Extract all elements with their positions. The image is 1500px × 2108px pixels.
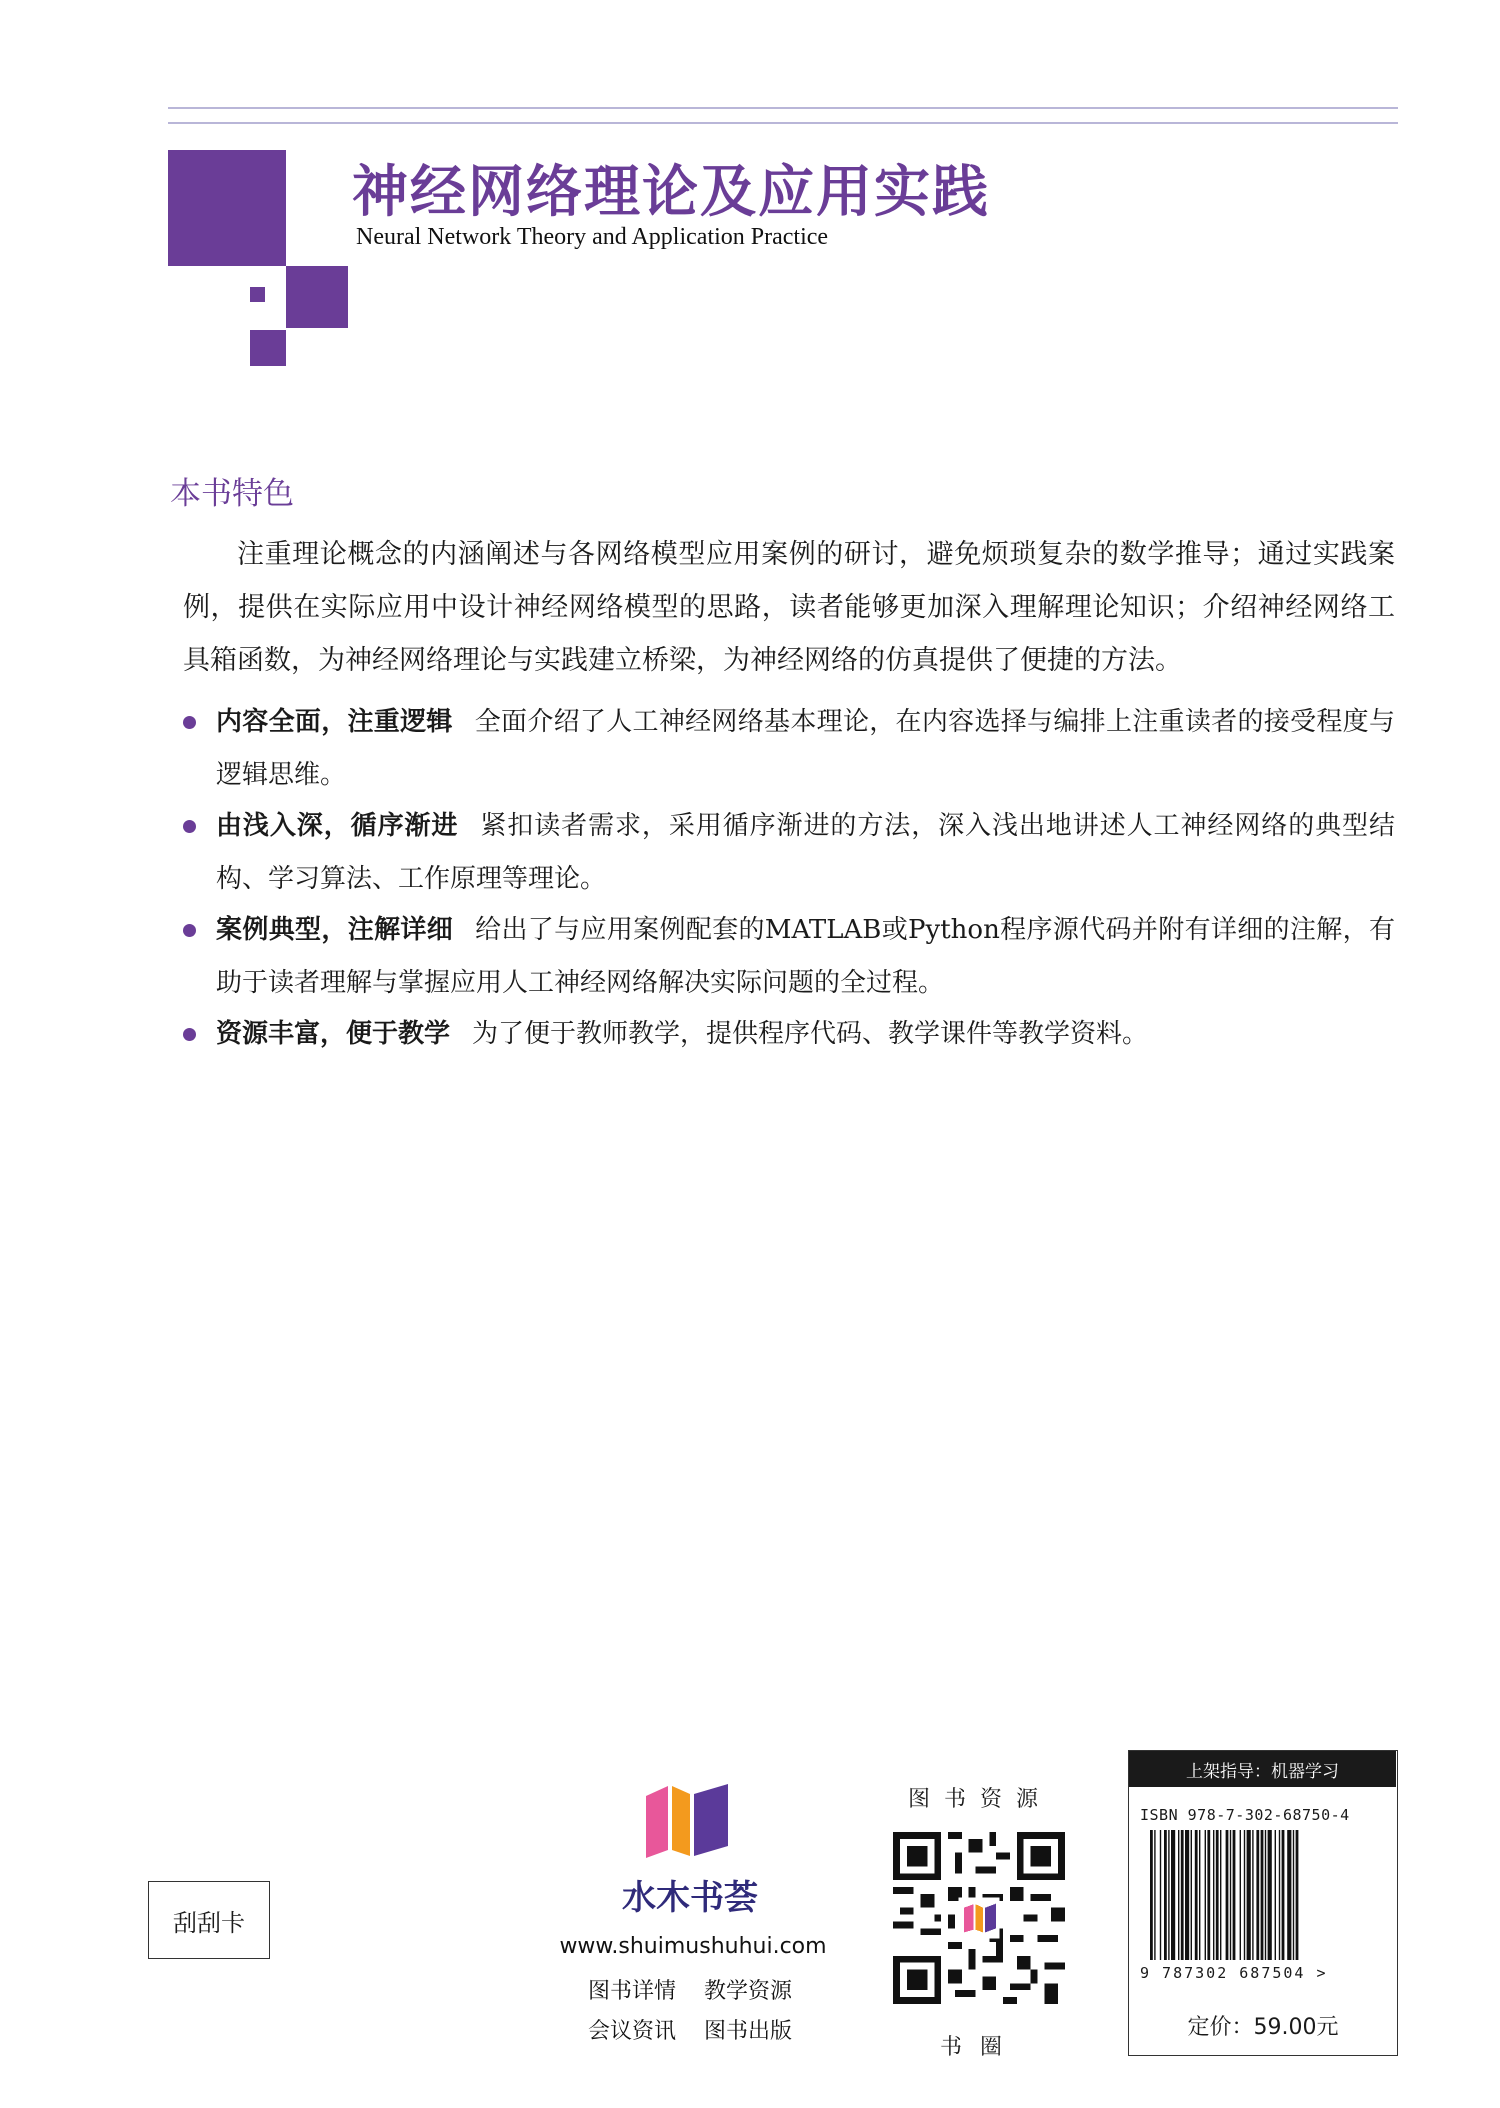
book-title: 神经网络理论及应用实践 — [352, 159, 990, 225]
deco-square-medium — [286, 266, 348, 328]
feature-bullet — [183, 800, 1395, 906]
feature-text: 给出了与应用案例配套的MATLAB或Python程序源代码并附有详细的注解，有助于读者理解与掌握应用人工神经网络解决实际问题的全过程。 — [216, 915, 1395, 998]
feature-title: 资源丰富，便于教学 — [216, 1019, 451, 1049]
shelf-guide: 上架指导：机器学习 — [1129, 1751, 1396, 1787]
publisher-link: 会议资讯 — [588, 2019, 677, 2044]
bullet-dot-icon — [183, 1028, 196, 1041]
features-intro: 注重理论概念的内涵阐述与各网络模型应用案例的研讨，避免烦琐复杂的数学推导；通过实践案例，提供在实际应用中设计神经网络模型的思路，读者能够更加深入理解理论知识；介绍神经网络工具箱函数，为神经网络理论与实践建立桥梁，为神经网络的仿真提供了便捷的方法。 — [183, 539, 1395, 676]
deco-square-bottom — [250, 330, 286, 366]
barcode-digits: 9 787302 687504 > — [1140, 1964, 1328, 1982]
feature-title: 内容全面，注重逻辑 — [216, 707, 453, 737]
publisher-name: 水木书荟 — [622, 1878, 758, 1918]
feature-bullet — [183, 1008, 1395, 1061]
publisher-link: 图书出版 — [704, 2019, 793, 2044]
publisher-logo-icon — [640, 1780, 734, 1860]
isbn-text: ISBN 978-7-302-68750-4 — [1140, 1806, 1350, 1824]
qr-bottom-label: 书圈 — [939, 2035, 1020, 2060]
top-rule — [168, 107, 1398, 109]
publisher-link: 图书详情 — [588, 1979, 677, 2004]
barcode-icon — [1148, 1830, 1380, 1960]
qr-code-icon — [893, 1832, 1065, 2004]
price: 定价：59.00元 — [1187, 2015, 1339, 2040]
feature-bullet — [183, 696, 1395, 802]
scratch-card: 刮刮卡 — [148, 1881, 270, 1959]
feature-text: 紧扣读者需求，采用循序渐进的方法，深入浅出地讲述人工神经网络的典型结构、学习算法、工作原理等理论。 — [216, 811, 1395, 894]
publisher-website: www.shuimushuhui.com — [559, 1934, 827, 1959]
feature-bullet — [183, 904, 1395, 1010]
deco-square-large — [168, 150, 286, 266]
publisher-link: 教学资源 — [704, 1979, 793, 2004]
deco-square-small — [250, 287, 265, 302]
qr-top-label: 图书资源 — [907, 1787, 1052, 1812]
feature-title: 案例典型，注解详细 — [216, 915, 454, 945]
book-subtitle: Neural Network Theory and Application Practice — [356, 224, 829, 250]
top-rule-2 — [168, 122, 1398, 124]
feature-text: 全面介绍了人工神经网络基本理论，在内容选择与编排上注重读者的接受程度与逻辑思维。 — [216, 707, 1395, 790]
features-heading: 本书特色 — [170, 476, 294, 512]
bullet-dot-icon — [183, 716, 196, 729]
bullet-dot-icon — [183, 924, 196, 937]
bullet-dot-icon — [183, 820, 196, 833]
feature-title: 由浅入深，循序渐进 — [216, 811, 459, 841]
feature-text: 为了便于教师教学，提供程序代码、教学课件等教学资料。 — [472, 1019, 1149, 1049]
